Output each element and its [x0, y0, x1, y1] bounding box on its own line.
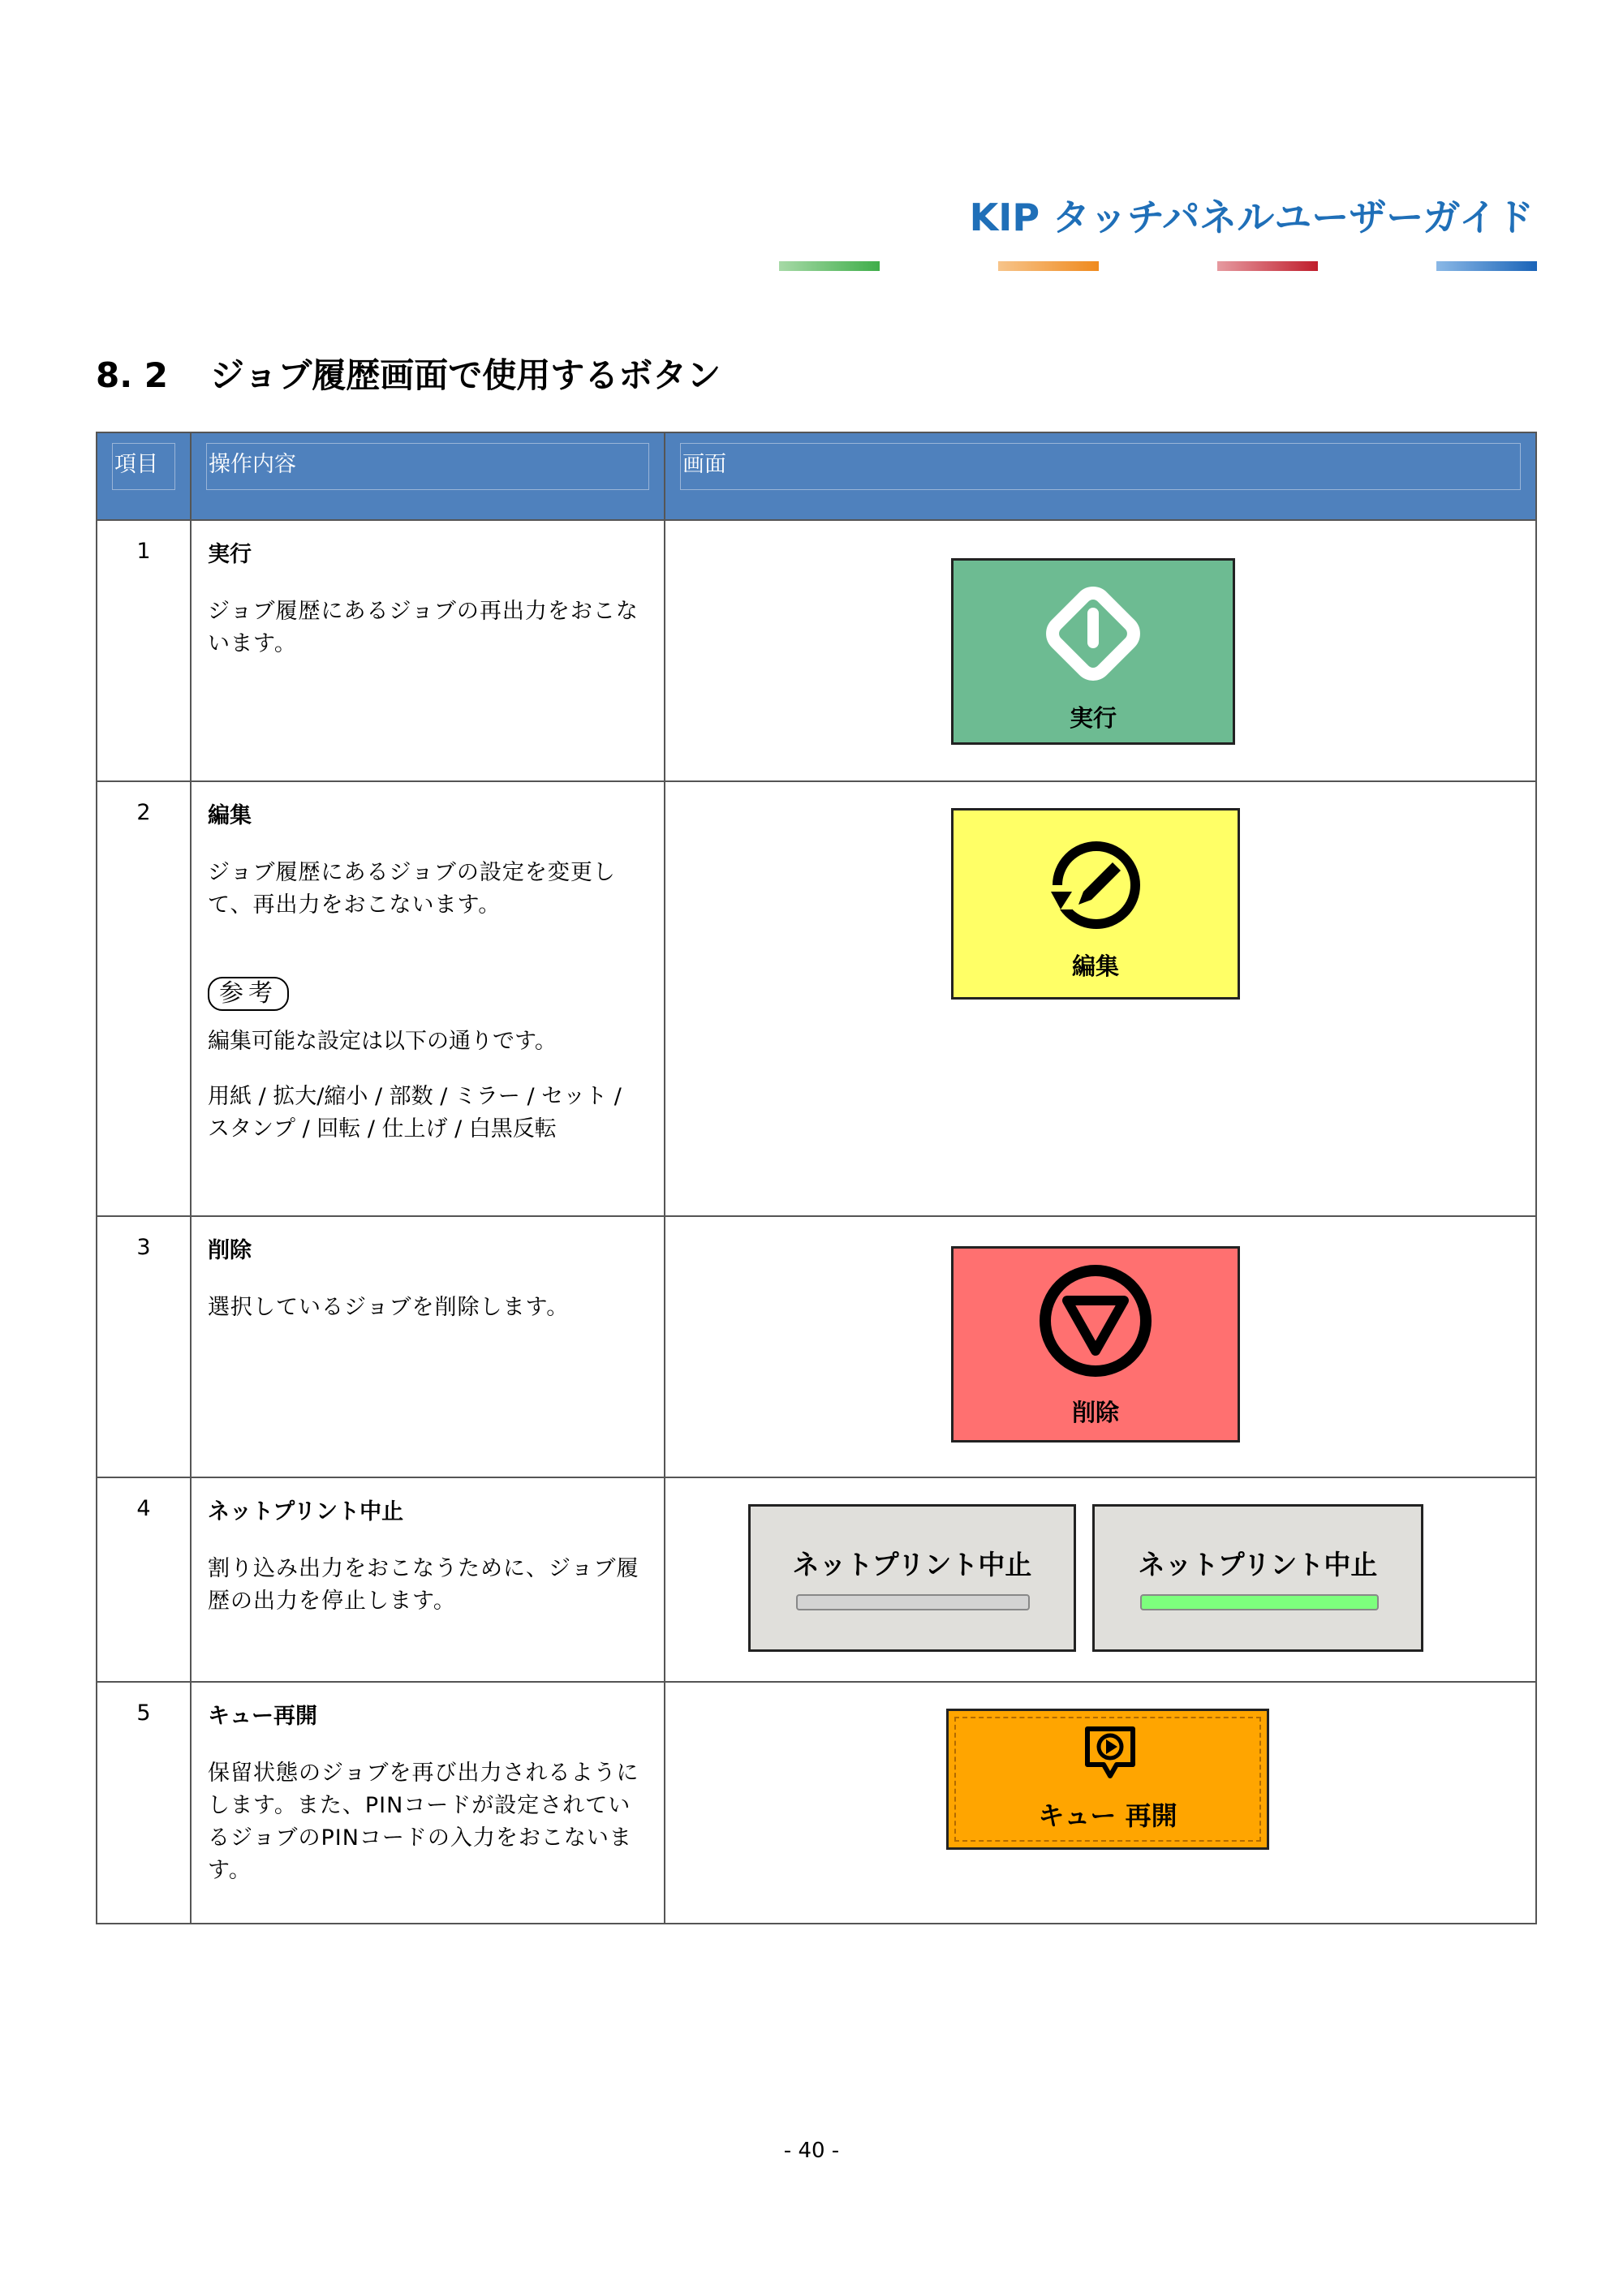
- table-row: [97, 1682, 1536, 1924]
- screen-cell: [665, 1477, 1536, 1682]
- operation-desc: ジョブ履歴にあるジョブの再出力をおこないます。: [208, 599, 639, 656]
- operation-title: ネットプリント中止: [208, 1499, 404, 1524]
- execute-button-label: 実行: [1069, 704, 1117, 732]
- reference-badge: 参考: [208, 977, 289, 1011]
- page-number: - 40 -: [783, 2139, 840, 2163]
- netprint-status-bar-off: [796, 1594, 1030, 1610]
- row-number: 4: [97, 1477, 191, 1682]
- edit-button[interactable]: [951, 808, 1240, 1000]
- operation-title: 編集: [208, 803, 252, 828]
- netprint-stop-button-off[interactable]: [748, 1504, 1076, 1652]
- row-number: 1: [97, 520, 191, 781]
- color-bar-blue: [1436, 261, 1537, 271]
- operation-desc: 選択しているジョブを削除します。: [208, 1295, 570, 1320]
- table-row: [97, 781, 1536, 1216]
- screen-cell: [665, 1682, 1536, 1924]
- queue-resume-button[interactable]: [946, 1709, 1269, 1850]
- section-heading: [96, 349, 721, 398]
- editable-settings-list: 用紙 / 拡大/縮小 / 部数 / ミラー / セット / スタンプ / 回転 / 仕上げ / 白黒反転: [208, 1084, 622, 1142]
- power-icon: [1036, 577, 1150, 690]
- button-table: [96, 432, 1537, 1924]
- operation-cell: [191, 1682, 665, 1924]
- screen-cell: [665, 520, 1536, 781]
- operation-cell: [191, 1477, 665, 1682]
- table-row: [97, 1477, 1536, 1682]
- row-number: 2: [97, 781, 191, 1216]
- operation-title: 削除: [208, 1238, 252, 1263]
- delete-triangle-icon: [1035, 1260, 1156, 1382]
- section-title: ジョブ履歴画面で使用するボタン: [210, 355, 721, 395]
- row-number: 3: [97, 1216, 191, 1477]
- header-color-bars: [0, 261, 1623, 271]
- operation-cell: [191, 520, 665, 781]
- edit-refresh-icon: [1040, 835, 1153, 940]
- screen-cell: [665, 781, 1536, 1216]
- netprint-stop-label-on: ネットプリント中止: [1138, 1549, 1378, 1580]
- netprint-status-bar-on: [1140, 1594, 1379, 1610]
- reference-note: 編集可能な設定は以下の通りです。: [208, 1029, 557, 1054]
- operation-desc: ジョブ履歴にあるジョブの設定を変更して、再出力をおこないます。: [208, 860, 616, 918]
- operation-title: キュー再開: [208, 1704, 317, 1729]
- netprint-stop-label-off: ネットプリント中止: [792, 1549, 1032, 1580]
- header-operation: 操作内容: [191, 432, 665, 520]
- operation-desc: 保留状態のジョブを再び出力されるようにします。また、PINコードが設定されているジョブのPINコードの入力をおこないます。: [208, 1761, 639, 1883]
- row-number: 5: [97, 1682, 191, 1924]
- edit-button-label: 編集: [1071, 952, 1119, 980]
- header-item: 項目: [97, 432, 191, 520]
- table-header-row: [97, 432, 1536, 520]
- screen-cell: [665, 1216, 1536, 1477]
- table-row: [97, 520, 1536, 781]
- operation-cell: [191, 781, 665, 1216]
- delete-button[interactable]: [951, 1246, 1240, 1443]
- operation-desc: 割り込み出力をおこなうために、ジョブ履歴の出力を停止します。: [208, 1556, 639, 1614]
- delete-button-label: 削除: [1071, 1399, 1119, 1426]
- queue-play-icon: [1078, 1722, 1143, 1784]
- operation-cell: [191, 1216, 665, 1477]
- table-row: [97, 1216, 1536, 1477]
- execute-button[interactable]: [951, 558, 1235, 745]
- color-bar-green: [779, 261, 880, 271]
- section-number: 8. 2: [96, 355, 169, 395]
- netprint-stop-button-on[interactable]: [1092, 1504, 1423, 1652]
- queue-resume-label: キュー 再開: [1038, 1800, 1177, 1831]
- guide-title: KIP タッチパネルユーザーガイド: [969, 196, 1534, 239]
- operation-title: 実行: [208, 542, 252, 567]
- color-bar-orange: [998, 261, 1099, 271]
- color-bar-red: [1217, 261, 1318, 271]
- header-screen: 画面: [665, 432, 1536, 520]
